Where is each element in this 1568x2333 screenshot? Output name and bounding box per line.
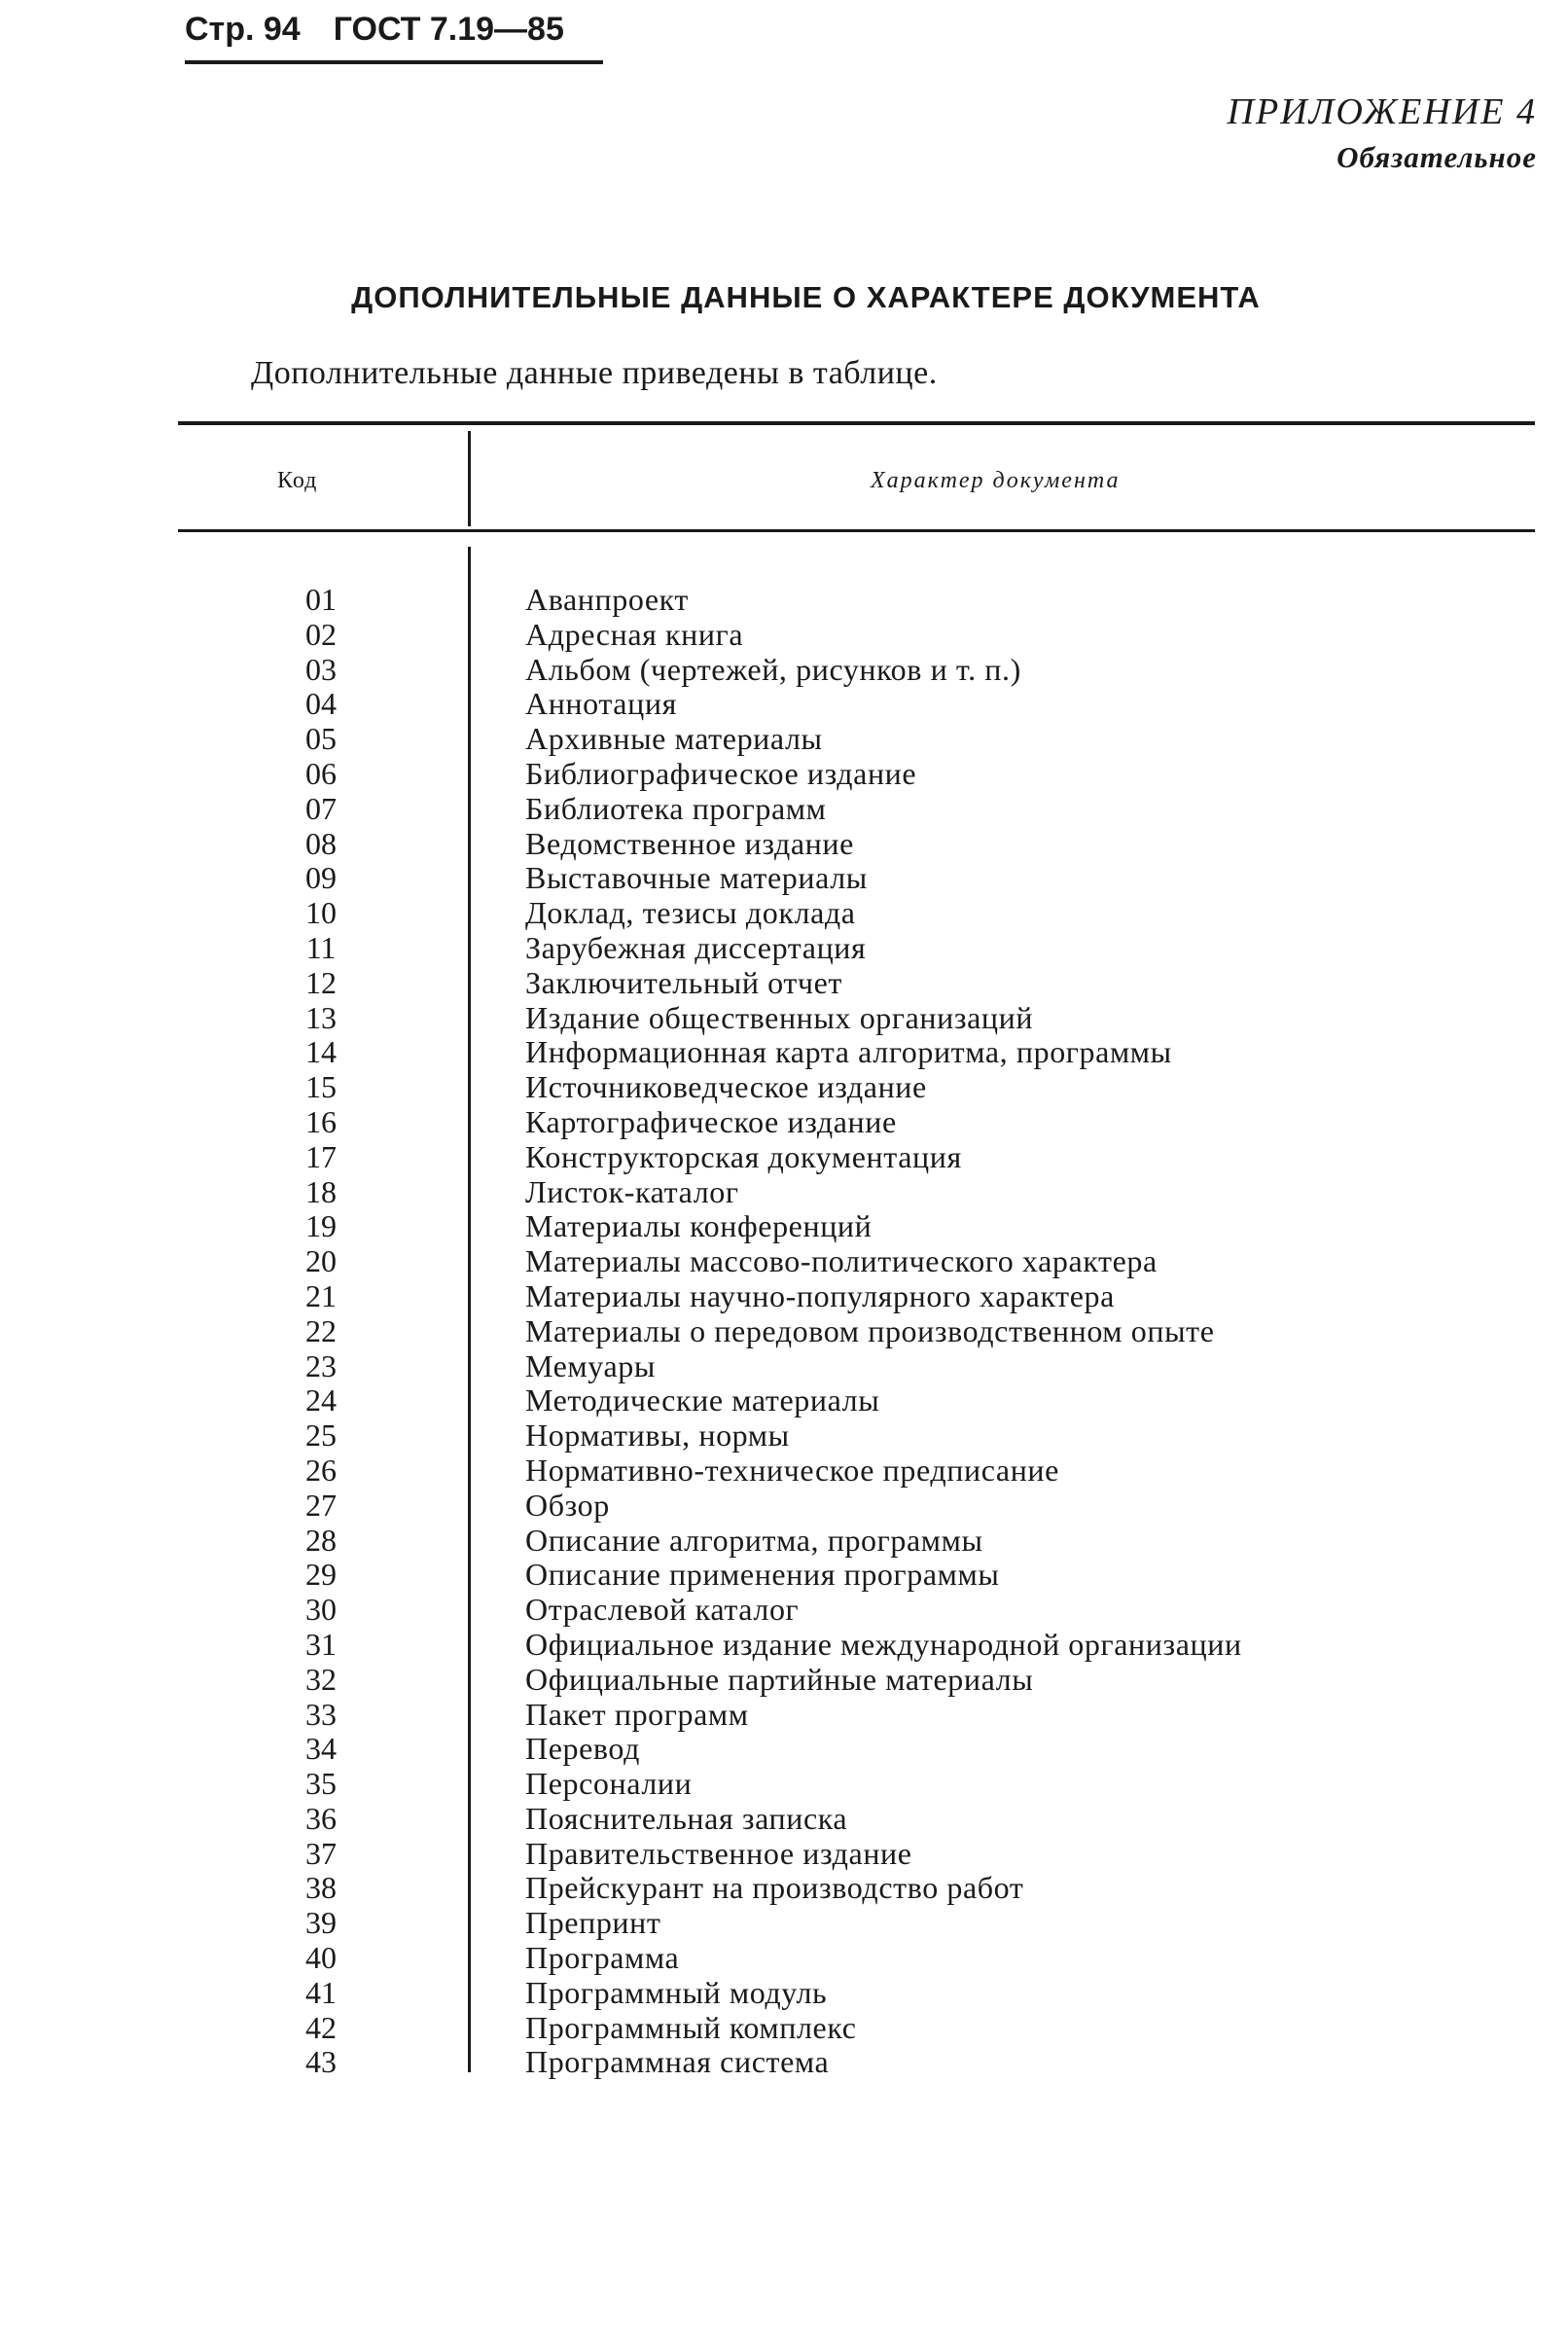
table-row xyxy=(0,1975,1568,2010)
row-name: Информационная карта алгоритма, программы xyxy=(525,1034,1172,1070)
row-name: Материалы массово-политического характера xyxy=(525,1243,1158,1279)
row-code: 33 xyxy=(305,1696,337,1732)
table-row xyxy=(0,965,1568,1000)
column-header-code: Код xyxy=(277,468,318,493)
row-code: 13 xyxy=(305,999,337,1035)
table-row xyxy=(0,1766,1568,1801)
appendix-title: ПРИЛОЖЕНИЕ 4 xyxy=(1227,91,1537,132)
row-code: 19 xyxy=(305,1208,337,1244)
row-name: Ведомственное издание xyxy=(525,825,854,861)
row-code: 27 xyxy=(305,1487,337,1523)
row-code: 03 xyxy=(305,651,337,687)
row-code: 07 xyxy=(305,790,337,826)
page-number: Стр. 94 xyxy=(185,11,301,48)
row-code: 15 xyxy=(305,1069,337,1105)
row-name: Листок-каталог xyxy=(525,1173,739,1209)
table-row xyxy=(0,1731,1568,1766)
row-code: 24 xyxy=(305,1382,337,1418)
row-name: Программный модуль xyxy=(525,1974,828,2010)
row-code: 22 xyxy=(305,1312,337,1348)
table-header-divider xyxy=(468,431,471,526)
row-code: 38 xyxy=(305,1870,337,1906)
table-row xyxy=(0,1313,1568,1348)
table-row xyxy=(0,582,1568,617)
table-row xyxy=(0,1069,1568,1104)
row-name: Программная система xyxy=(525,2044,830,2080)
table-row xyxy=(0,721,1568,756)
row-name: Пояснительная записка xyxy=(525,1800,848,1836)
row-name: Доклад, тезисы доклада xyxy=(525,895,856,931)
table-row xyxy=(0,617,1568,652)
table-row xyxy=(0,1000,1568,1035)
table-row xyxy=(0,1382,1568,1418)
row-name: Прейскурант на производство работ xyxy=(525,1870,1024,1906)
table-top-rule xyxy=(178,421,1535,425)
row-name: Зарубежная диссертация xyxy=(525,929,867,965)
row-code: 09 xyxy=(305,860,337,896)
row-code: 21 xyxy=(305,1277,337,1313)
table-body xyxy=(0,582,1568,2079)
table-row xyxy=(0,1557,1568,1592)
row-name: Пакет программ xyxy=(525,1696,749,1732)
row-code: 28 xyxy=(305,1522,337,1558)
row-code: 30 xyxy=(305,1592,337,1628)
standard-number: ГОСТ 7.19—85 xyxy=(333,11,564,48)
row-code: 34 xyxy=(305,1731,337,1767)
table-row xyxy=(0,1870,1568,1905)
row-code: 26 xyxy=(305,1452,337,1488)
row-code: 11 xyxy=(305,929,337,965)
row-code: 23 xyxy=(305,1347,337,1383)
table-row xyxy=(0,1208,1568,1243)
row-name: Материалы научно-популярного характера xyxy=(525,1277,1115,1313)
row-code: 36 xyxy=(305,1800,337,1836)
table-row xyxy=(0,2010,1568,2045)
intro-text: Дополнительные данные приведены в таблице. xyxy=(251,355,938,391)
row-name: Издание общественных организаций xyxy=(525,999,1034,1035)
row-code: 41 xyxy=(305,1974,337,2010)
row-name: Материалы конференций xyxy=(525,1208,873,1244)
row-name: Источниковедческое издание xyxy=(525,1069,927,1105)
row-name: Обзор xyxy=(525,1487,610,1523)
row-code: 17 xyxy=(305,1138,337,1174)
table-row xyxy=(0,826,1568,861)
table-row xyxy=(0,791,1568,826)
row-code: 43 xyxy=(305,2044,337,2080)
row-code: 31 xyxy=(305,1626,337,1662)
row-code: 32 xyxy=(305,1661,337,1697)
table-header-rule xyxy=(178,529,1535,532)
table-row xyxy=(0,895,1568,930)
row-name: Картографическое издание xyxy=(525,1103,897,1139)
table-row xyxy=(0,1905,1568,1940)
row-code: 12 xyxy=(305,964,337,1000)
row-name: Конструкторская документация xyxy=(525,1138,962,1174)
page-header xyxy=(185,6,603,64)
row-name: Методические материалы xyxy=(525,1382,880,1418)
row-name: Альбом (чертежей, рисунков и т. п.) xyxy=(525,651,1021,687)
table-row xyxy=(0,1418,1568,1453)
row-name: Препринт xyxy=(525,1905,661,1941)
column-header-name: Характер документа xyxy=(871,468,1121,493)
table-row xyxy=(0,1453,1568,1488)
row-code: 08 xyxy=(305,825,337,861)
row-code: 40 xyxy=(305,1940,337,1976)
row-name: Правительственное издание xyxy=(525,1835,912,1871)
row-code: 10 xyxy=(305,895,337,931)
table-row xyxy=(0,652,1568,687)
table-row xyxy=(0,1592,1568,1627)
row-code: 14 xyxy=(305,1034,337,1070)
appendix-block xyxy=(1128,88,1537,179)
table-row xyxy=(0,1348,1568,1383)
row-name: Программа xyxy=(525,1940,680,1976)
row-code: 20 xyxy=(305,1243,337,1279)
table-row xyxy=(0,1104,1568,1139)
table-row xyxy=(0,1139,1568,1174)
table-row xyxy=(0,1662,1568,1697)
row-name: Аванпроект xyxy=(525,582,689,617)
row-name: Адресная книга xyxy=(525,616,744,652)
table-row xyxy=(0,1627,1568,1662)
table-row xyxy=(0,1523,1568,1558)
row-name: Нормативно-техническое предписание xyxy=(525,1452,1059,1488)
row-code: 25 xyxy=(305,1418,337,1454)
row-code: 01 xyxy=(305,582,337,617)
row-name: Перевод xyxy=(525,1731,640,1767)
row-code: 04 xyxy=(305,686,337,722)
table-row xyxy=(0,2044,1568,2079)
table-row xyxy=(0,1243,1568,1278)
page-title: ДОПОЛНИТЕЛЬНЫЕ ДАННЫЕ О ХАРАКТЕРЕ ДОКУМЕНТА xyxy=(351,280,1261,314)
row-name: Мемуары xyxy=(525,1347,656,1383)
row-name: Аннотация xyxy=(525,686,677,722)
table-row xyxy=(0,686,1568,721)
table-row xyxy=(0,860,1568,895)
row-code: 18 xyxy=(305,1173,337,1209)
table-row xyxy=(0,1940,1568,1975)
table-row xyxy=(0,1278,1568,1313)
row-code: 39 xyxy=(305,1905,337,1941)
table-row xyxy=(0,1174,1568,1209)
row-code: 29 xyxy=(305,1557,337,1593)
row-code: 37 xyxy=(305,1835,337,1871)
row-code: 42 xyxy=(305,2009,337,2045)
row-code: 06 xyxy=(305,755,337,791)
table-row xyxy=(0,1801,1568,1836)
row-name: Программный комплекс xyxy=(525,2009,857,2045)
table-row xyxy=(0,1697,1568,1732)
table-row xyxy=(0,756,1568,791)
table-row xyxy=(0,930,1568,965)
row-name: Материалы о передовом производственном опыте xyxy=(525,1312,1215,1348)
appendix-status: Обязательное xyxy=(1336,140,1537,174)
table-row xyxy=(0,1836,1568,1871)
row-name: Библиотека программ xyxy=(525,790,827,826)
row-name: Персоналии xyxy=(525,1766,693,1802)
row-name: Библиографическое издание xyxy=(525,755,917,791)
row-code: 05 xyxy=(305,721,337,757)
row-name: Описание применения программы xyxy=(525,1557,1000,1593)
row-name: Выставочные материалы xyxy=(525,860,868,896)
table-row xyxy=(0,1488,1568,1523)
row-code: 35 xyxy=(305,1766,337,1802)
row-code: 16 xyxy=(305,1103,337,1139)
row-name: Нормативы, нормы xyxy=(525,1418,790,1454)
table-row xyxy=(0,1034,1568,1069)
row-name: Отраслевой каталог xyxy=(525,1592,800,1628)
row-name: Официальные партийные материалы xyxy=(525,1661,1034,1697)
row-name: Описание алгоритма, программы xyxy=(525,1522,983,1558)
row-code: 02 xyxy=(305,616,337,652)
row-name: Архивные материалы xyxy=(525,721,823,757)
row-name: Заключительный отчет xyxy=(525,964,842,1000)
row-name: Официальное издание международной организации xyxy=(525,1626,1242,1662)
